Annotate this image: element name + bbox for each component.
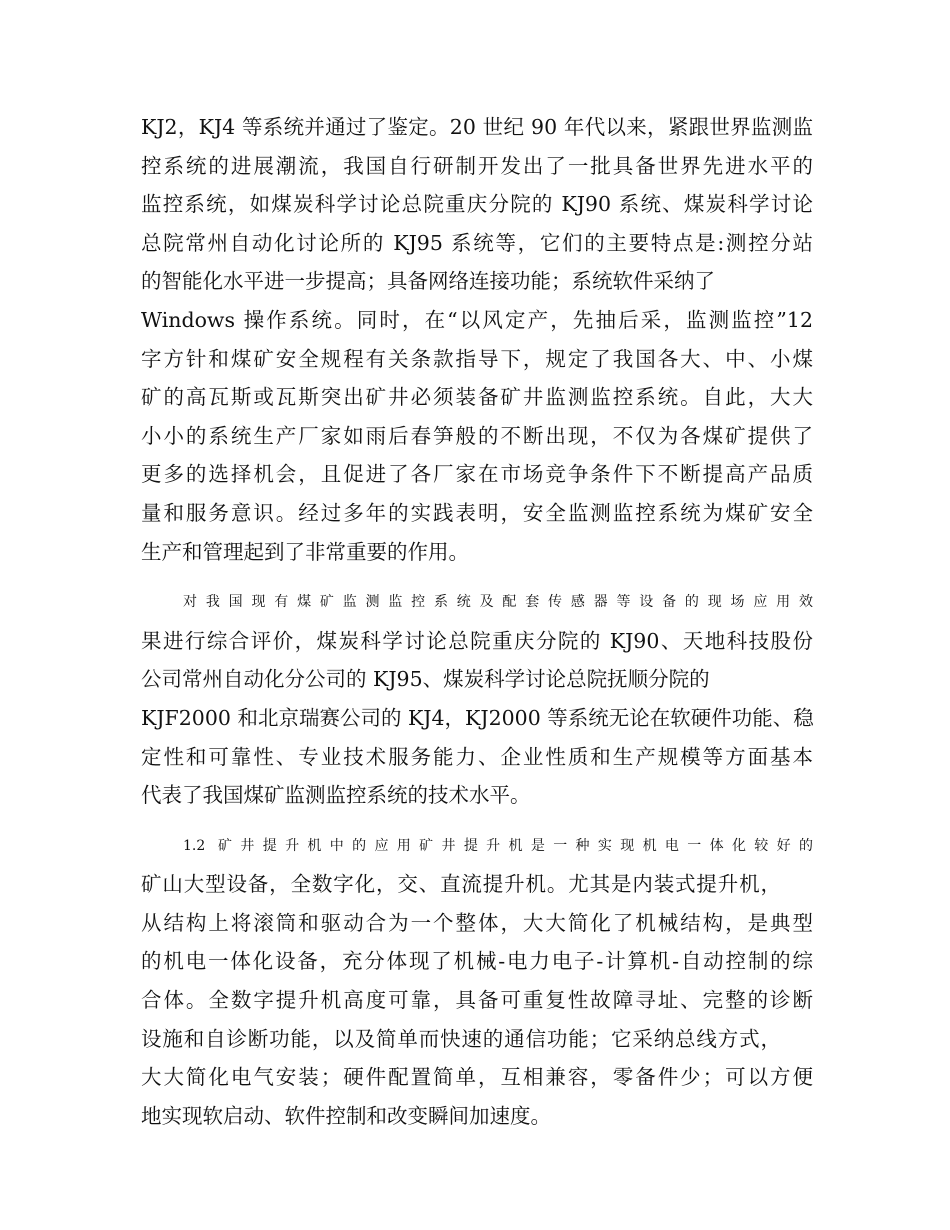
paragraph-3 <box>141 827 813 1136</box>
text-line: 控系统的进展潮流，我国自行研制开发出了一批具备世界先进水平的 <box>141 153 813 178</box>
text-line: Windows 操作系统。同时，在“以风定产，先抽后采，监测监控”12 <box>141 307 813 332</box>
text-line: 对我国现有煤矿监测监控系统及配套传感器等设备的现场应用效 <box>183 594 813 611</box>
text-line: 的智能化水平进一步提高；具备网络连接功能；系统软件采纳了 <box>141 269 715 294</box>
text-line: 更多的选择机会，且促进了各厂家在市场竞争条件下不断提高产品质 <box>141 462 813 487</box>
paragraph-2 <box>141 583 813 815</box>
document-body <box>141 108 813 1147</box>
text-line: 总院常州自动化讨论所的 KJ95 系统等，它们的主要特点是:测控分站 <box>141 230 813 255</box>
text-line: 代表了我国煤矿监测监控系统的技术水平。 <box>141 783 531 808</box>
paragraph-1 <box>141 108 813 571</box>
text-line: 矿山大型设备，全数字化，交、直流提升机。尤其是内装式提升机， <box>141 872 781 897</box>
text-line: 地实现软启动、软件控制和改变瞬间加速度。 <box>141 1103 551 1128</box>
text-line: 的机电一体化设备，充分体现了机械-电力电子-计算机-自动控制的综 <box>141 949 813 974</box>
text-line: 小小的系统生产厂家如雨后春笋般的不断出现，不仅为各煤矿提供了 <box>141 423 813 448</box>
text-line: 从结构上将滚筒和驱动合为一个整体，大大简化了机械结构，是典型 <box>141 910 813 935</box>
text-line: 监控系统，如煤炭科学讨论总院重庆分院的 KJ90 系统、煤炭科学讨论 <box>141 192 813 217</box>
text-line: 合体。全数字提升机高度可靠，具备可重复性故障寻址、完整的诊断 <box>141 988 813 1013</box>
text-line: KJF2000 和北京瑞赛公司的 KJ4，KJ2000 等系统无论在软硬件功能、稳 <box>141 705 814 730</box>
text-line: 字方针和煤矿安全规程有关条款指导下，规定了我国各大、中、小煤 <box>141 346 813 371</box>
text-line: 矿的高瓦斯或瓦斯突出矿井必须装备矿井监测监控系统。自此，大大 <box>141 385 813 410</box>
text-line: 量和服务意识。经过多年的实践表明，安全监测监控系统为煤矿安全 <box>141 500 813 525</box>
text-line: 大大简化电气安装；硬件配置简单，互相兼容，零备件少；可以方便 <box>141 1065 813 1090</box>
text-line: 公司常州自动化分公司的 KJ95、煤炭科学讨论总院抚顺分院的 <box>141 667 710 692</box>
text-line: 果进行综合评价，煤炭科学讨论总院重庆分院的 KJ90、天地科技股份 <box>141 628 813 653</box>
text-line: 生产和管理起到了非常重要的作用。 <box>141 539 469 564</box>
text-line: 1.2 矿井提升机中的应用矿井提升机是一种实现机电一体化较好的 <box>183 837 813 854</box>
text-line: KJ2，KJ4 等系统并通过了鉴定。20 世纪 90 年代以来，紧跟世界监测监 <box>141 115 813 139</box>
text-line: 定性和可靠性、专业技术服务能力、企业性质和生产规模等方面基本 <box>141 744 813 769</box>
text-line: 设施和自诊断功能，以及简单而快速的通信功能；它采纳总线方式， <box>141 1026 781 1051</box>
